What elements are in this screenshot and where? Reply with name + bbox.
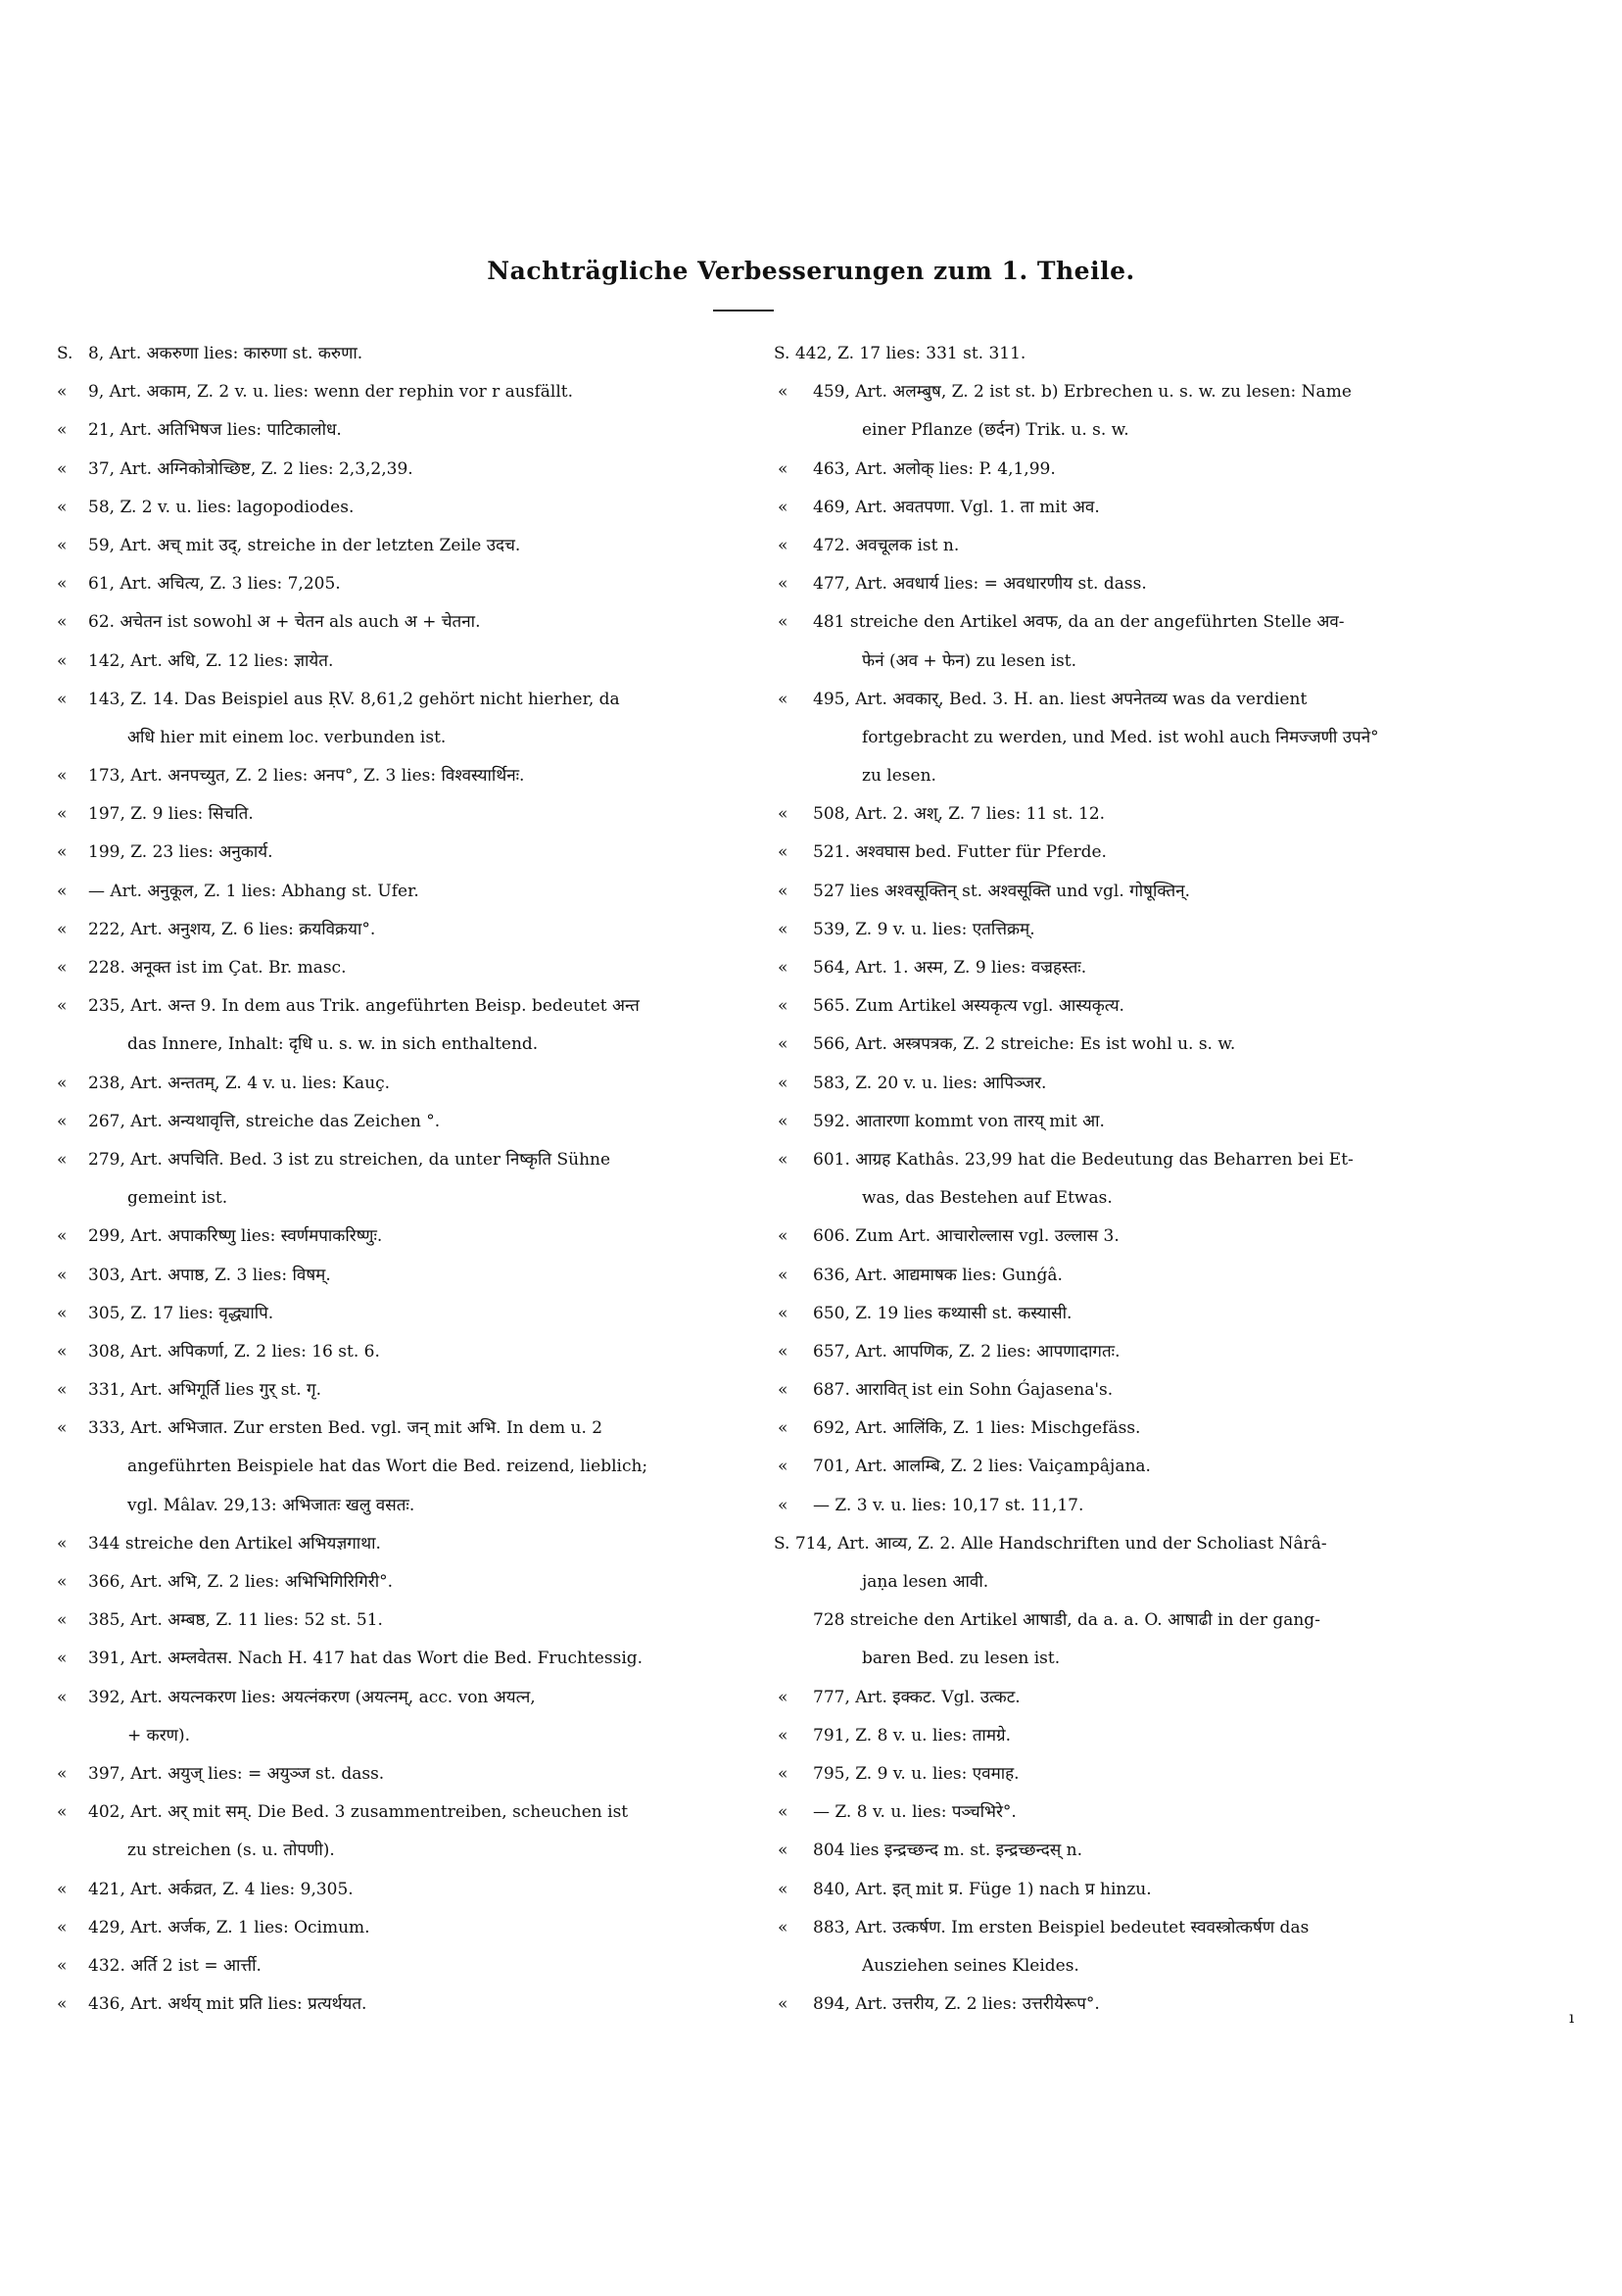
correction-line	[57, 1141, 733, 1179]
correction-text: baren Bed. zu lesen ist.	[862, 1649, 1061, 1669]
correction-text: 61, Art. अचित्य, Z. 3 lies: 7,205.	[88, 574, 341, 595]
correction-line	[57, 873, 733, 911]
correction-text: 650, Z. 19 lies कथ्यासी st. कस्यासी.	[813, 1303, 1073, 1323]
correction-text: 636, Art. आद्यमाषक lies: Gunǵâ.	[813, 1265, 1063, 1285]
ditto-mark: «	[778, 1380, 788, 1401]
ditto-mark: «	[57, 1073, 68, 1093]
ditto-mark: «	[57, 458, 68, 479]
correction-text: 344 streiche den Artikel अभियज्ञगाथा.	[88, 1533, 381, 1554]
correction-text: 21, Art. अतिभिषज lies: पाटिकालोध.	[88, 420, 342, 441]
correction-line	[57, 1410, 733, 1448]
correction-line	[766, 1909, 1452, 1947]
correction-line	[766, 1525, 1452, 1563]
correction-text: 692, Art. आलिंकि, Z. 1 lies: Mischgefäss.	[813, 1418, 1141, 1439]
correction-text: 62. अचेतन ist sowohl अ + चेतन als auch अ + चेतना.	[88, 612, 481, 633]
correction-line	[57, 1218, 733, 1256]
ditto-mark: «	[57, 1687, 68, 1707]
ditto-mark: «	[778, 1111, 788, 1131]
correction-text: 657, Art. आपणिक, Z. 2 lies: आपणादागतः.	[813, 1341, 1121, 1362]
ditto-mark: «	[778, 1687, 788, 1707]
ditto-mark: «	[778, 1341, 788, 1362]
correction-text: gemeint ist.	[127, 1188, 228, 1209]
correction-text: 436, Art. अर्थय् mit प्रति lies: प्रत्यर्थयत.	[88, 1994, 367, 2015]
correction-line	[57, 911, 733, 949]
ditto-mark: «	[778, 535, 788, 555]
correction-text: 59, Art. अच् mit उद्, streiche in der letzten Zeile उदच.	[88, 535, 521, 555]
correction-line	[766, 795, 1452, 834]
correction-line	[57, 411, 733, 450]
correction-text: 566, Art. अस्त्रपत्रक, Z. 2 streiche: Es ist wohl u. s. w.	[813, 1034, 1236, 1055]
correction-text: zu streichen (s. u. तोपणी).	[127, 1841, 335, 1861]
correction-line	[57, 1525, 733, 1563]
correction-text: 481 streiche den Artikel अवफ, da an der angeführten Stelle अव-	[813, 612, 1345, 633]
ditto-mark: «	[778, 1265, 788, 1285]
ditto-mark: «	[57, 1917, 68, 1937]
title-rule	[713, 310, 774, 311]
correction-line	[57, 834, 733, 872]
correction-line	[57, 757, 733, 795]
correction-text: 564, Art. 1. अस्म, Z. 9 lies: वज्रहस्तः.	[813, 958, 1087, 978]
correction-line	[57, 1179, 733, 1218]
correction-text: 508, Art. 2. अश्, Z. 7 lies: 11 st. 12.	[813, 804, 1106, 825]
correction-line	[57, 1371, 733, 1410]
correction-line	[766, 757, 1452, 795]
page-title: Nachträgliche Verbesserungen zum 1. Theile.	[487, 257, 1135, 285]
correction-line	[766, 949, 1452, 987]
correction-line	[57, 1103, 733, 1141]
ditto-mark: «	[57, 382, 68, 403]
ditto-mark: «	[57, 1265, 68, 1285]
correction-text: 565. Zum Artikel अस्यकृत्य vgl. आस्यकृत्य.	[813, 996, 1124, 1017]
ditto-mark: «	[778, 497, 788, 517]
correction-line	[766, 1295, 1452, 1333]
correction-line	[766, 603, 1452, 642]
correction-line	[57, 1295, 733, 1333]
correction-text: 840, Art. इत् mit प्र. Füge 1) nach प्र hinzu.	[813, 1879, 1152, 1899]
correction-line	[57, 1947, 733, 1985]
correction-text: अधि hier mit einem loc. verbunden ist.	[127, 727, 447, 747]
stray-mark: ı	[1569, 2008, 1575, 2027]
ditto-mark: «	[778, 1802, 788, 1823]
ditto-mark: «	[778, 1457, 788, 1477]
correction-line	[57, 795, 733, 834]
ditto-mark: «	[57, 612, 68, 633]
correction-line	[766, 373, 1452, 411]
correction-text: 173, Art. अनपच्युत, Z. 2 lies: अनप°, Z. 3 lies: विश्वस्यार्थिनः.	[88, 766, 525, 787]
ditto-mark: «	[57, 842, 68, 863]
ditto-mark: «	[57, 1802, 68, 1823]
ditto-mark: «	[778, 1073, 788, 1093]
correction-text: 421, Art. अर्कव्रत, Z. 4 lies: 9,305.	[88, 1879, 354, 1899]
ditto-mark: «	[57, 1303, 68, 1323]
ditto-mark: «	[57, 1380, 68, 1401]
ditto-mark: «	[57, 1610, 68, 1631]
correction-text: 477, Art. अवधार्य lies: = अवधारणीय st. dass.	[813, 574, 1147, 595]
correction-text: — Z. 3 v. u. lies: 10,17 st. 11,17.	[813, 1495, 1084, 1515]
correction-text: 299, Art. अपाकरिष्णु lies: स्वर्णमपाकरिष्णुः.	[88, 1226, 383, 1247]
ditto-mark: «	[57, 497, 68, 517]
correction-text: 469, Art. अवतपणा. Vgl. 1. ता mit अव.	[813, 497, 1100, 517]
correction-line	[57, 603, 733, 642]
ditto-mark: «	[57, 420, 68, 441]
correction-line	[766, 1947, 1452, 1985]
correction-text: + करण).	[127, 1725, 190, 1746]
correction-line	[57, 1026, 733, 1064]
correction-text: 601. आग्रह Kathâs. 23,99 hat die Bedeutung das Beharren bei Et-	[813, 1149, 1354, 1170]
correction-line	[57, 1679, 733, 1717]
correction-line	[766, 565, 1452, 603]
ditto-mark: «	[778, 574, 788, 595]
ditto-mark: «	[57, 1226, 68, 1247]
correction-text: 9, Art. अकाम, Z. 2 v. u. lies: wenn der rephin vor r ausfällt.	[88, 382, 574, 403]
correction-line	[766, 1602, 1452, 1640]
ditto-mark: «	[778, 958, 788, 978]
correction-text: 397, Art. अयुज् lies: = अयुञ्ज st. dass.	[88, 1763, 385, 1784]
correction-line	[766, 335, 1452, 373]
correction-line	[57, 1717, 733, 1755]
correction-line	[766, 1371, 1452, 1410]
correction-line	[766, 719, 1452, 757]
ditto-mark: «	[57, 1649, 68, 1669]
correction-line	[766, 873, 1452, 911]
correction-line	[766, 1985, 1452, 2024]
ditto-mark: «	[778, 1879, 788, 1899]
correction-line	[57, 1065, 733, 1103]
correction-text: 472. अवचूलक ist n.	[813, 535, 960, 555]
correction-text: 143, Z. 14. Das Beispiel aus ṚV. 8,61,2 gehört nicht hierher, da	[88, 689, 620, 709]
ditto-mark: «	[57, 1955, 68, 1976]
correction-text: jaṇa lesen आवी.	[862, 1572, 989, 1592]
ditto-mark: «	[778, 1418, 788, 1439]
correction-line	[766, 1679, 1452, 1717]
correction-line	[57, 1755, 733, 1794]
ditto-mark: «	[57, 996, 68, 1017]
correction-text: S. 442, Z. 17 lies: 331 st. 311.	[774, 344, 1026, 363]
correction-line	[766, 911, 1452, 949]
correction-text: angeführten Beispiele hat das Wort die Bed. reizend, lieblich;	[127, 1457, 648, 1477]
correction-line	[766, 1871, 1452, 1909]
correction-text: 238, Art. अन्ततम्, Z. 4 v. u. lies: Kauç.	[88, 1073, 391, 1093]
ditto-mark: «	[778, 612, 788, 633]
correction-line	[766, 1448, 1452, 1486]
correction-line	[766, 1218, 1452, 1256]
correction-line	[57, 1832, 733, 1870]
correction-line	[766, 1410, 1452, 1448]
correction-line	[766, 1717, 1452, 1755]
correction-line	[57, 1487, 733, 1525]
correction-text: 795, Z. 9 v. u. lies: एवमाह.	[813, 1763, 1020, 1784]
correction-line	[57, 1602, 733, 1640]
correction-text: 222, Art. अनुशय, Z. 6 lies: क्रयविक्रया°.	[88, 919, 376, 939]
correction-text: 592. आतारणा kommt von तारय् mit आ.	[813, 1111, 1105, 1131]
ditto-mark: «	[778, 1725, 788, 1746]
correction-text: — Art. अनुकूल, Z. 1 lies: Abhang st. Ufer.	[88, 881, 419, 901]
ditto-mark: «	[778, 382, 788, 403]
ditto-mark: «	[57, 1879, 68, 1899]
correction-line	[57, 987, 733, 1026]
correction-text: das Innere, Inhalt: दृधि u. s. w. in sich enthaltend.	[127, 1034, 539, 1055]
correction-line	[766, 681, 1452, 719]
correction-text: S. 714, Art. आव्य, Z. 2. Alle Handschriften und der Scholiast Nârâ-	[774, 1533, 1327, 1554]
correction-line	[57, 719, 733, 757]
ditto-mark: «	[778, 1841, 788, 1861]
ditto-mark: «	[57, 1533, 68, 1554]
correction-line	[57, 489, 733, 527]
correction-text: 331, Art. अभिगूर्ति lies गुर् st. गृ.	[88, 1380, 322, 1401]
correction-line	[57, 451, 733, 489]
correction-line	[766, 489, 1452, 527]
correction-line	[766, 834, 1452, 872]
correction-line	[766, 1755, 1452, 1794]
correction-line	[766, 1103, 1452, 1141]
ditto-mark: «	[57, 919, 68, 939]
ditto-mark: «	[57, 766, 68, 787]
ditto-mark: «	[778, 1495, 788, 1515]
correction-line	[766, 1065, 1452, 1103]
correction-text: 539, Z. 9 v. u. lies: एतत्तिक्रम्.	[813, 919, 1035, 939]
correction-text: — Z. 8 v. u. lies: पञ्चभिरे°.	[813, 1802, 1017, 1823]
correction-text: 235, Art. अन्त 9. In dem aus Trik. angeführten Beisp. bedeutet अन्त	[88, 996, 640, 1017]
correction-line	[766, 411, 1452, 450]
correction-text: 429, Art. अर्जक, Z. 1 lies: Ocimum.	[88, 1917, 370, 1937]
correction-line	[766, 1026, 1452, 1064]
correction-text: 392, Art. अयत्नकरण lies: अयत्नंकरण (अयत्नम्, acc. von अयत्न,	[88, 1687, 536, 1707]
ditto-mark: «	[57, 650, 68, 671]
correction-text: 199, Z. 23 lies: अनुकार्य.	[88, 842, 273, 863]
correction-text: 303, Art. अपाष्ठ, Z. 3 lies: विषम्.	[88, 1265, 331, 1285]
correction-line	[766, 1179, 1452, 1218]
correction-line	[766, 1563, 1452, 1602]
correction-text: 463, Art. अलोक् lies: P. 4,1,99.	[813, 458, 1056, 479]
ditto-mark: «	[778, 1994, 788, 2015]
ditto-mark: «	[57, 1111, 68, 1131]
ditto-mark: «	[778, 1303, 788, 1323]
correction-text: 495, Art. अवकार्, Bed. 3. H. an. liest अपनेतव्य was da verdient	[813, 689, 1308, 709]
ditto-mark: «	[57, 1341, 68, 1362]
correction-line	[57, 681, 733, 719]
correction-line	[57, 1909, 733, 1947]
correction-text: 308, Art. अपिकर्णा, Z. 2 lies: 16 st. 6.	[88, 1341, 380, 1362]
correction-text: 687. आरावित् ist ein Sohn Ǵajasena's.	[813, 1380, 1114, 1401]
correction-line	[57, 1333, 733, 1371]
correction-text: 883, Art. उत्कर्षण. Im ersten Beispiel bedeutet स्ववस्त्रोत्कर्षण das	[813, 1917, 1310, 1937]
correction-text: 8, Art. अकरुणा lies: कारुणा st. करुणा.	[88, 344, 363, 363]
correction-text: Ausziehen seines Kleides.	[862, 1955, 1079, 1976]
correction-text: 279, Art. अपचिति. Bed. 3 ist zu streichen, da unter निष्कृति Sühne	[88, 1149, 611, 1170]
ditto-mark: S.	[57, 344, 73, 363]
right-column	[766, 335, 1452, 2024]
correction-text: 583, Z. 20 v. u. lies: आपिञ्जर.	[813, 1073, 1047, 1093]
ditto-mark: «	[57, 1763, 68, 1784]
correction-text: 894, Art. उत्तरीय, Z. 2 lies: उत्तरीयेरूप°.	[813, 1994, 1100, 2015]
correction-text: 305, Z. 17 lies: वृद्ध्यापि.	[88, 1303, 274, 1323]
ditto-mark: «	[57, 958, 68, 978]
ditto-mark: «	[778, 996, 788, 1017]
correction-text: 527 lies अश्वसूक्तिन् st. अश्वसूक्ति und vgl. गोषूक्तिन्.	[813, 881, 1191, 901]
correction-text: 728 streiche den Artikel आषाडी, da a. a. O. आषाढी in der gang-	[813, 1610, 1320, 1631]
ditto-mark: «	[778, 1763, 788, 1784]
correction-text: फेनं (अव + फेन) zu lesen ist.	[862, 650, 1076, 671]
correction-text: 521. अश्वघास bed. Futter für Pferde.	[813, 842, 1107, 863]
correction-line	[57, 949, 733, 987]
correction-line	[57, 1794, 733, 1832]
ditto-mark: «	[57, 1994, 68, 2015]
correction-text: 333, Art. अभिजात. Zur ersten Bed. vgl. जन् mit अभि. In dem u. 2	[88, 1418, 603, 1439]
correction-text: 606. Zum Art. आचारोल्लास vgl. उल्लास 3.	[813, 1226, 1120, 1247]
correction-text: was, das Bestehen auf Etwas.	[862, 1188, 1113, 1209]
correction-text: 197, Z. 9 lies: सिचति.	[88, 804, 254, 825]
ditto-mark: «	[57, 689, 68, 709]
correction-text: 459, Art. अलम्बुष, Z. 2 ist st. b) Erbrechen u. s. w. zu lesen: Name	[813, 382, 1352, 403]
ditto-mark: «	[778, 881, 788, 901]
correction-line	[57, 527, 733, 565]
correction-text: 804 lies इन्द्रच्छन्द m. st. इन्द्रच्छन्दस् n.	[813, 1841, 1083, 1861]
correction-line	[766, 643, 1452, 681]
ditto-mark: «	[57, 535, 68, 555]
correction-text: fortgebracht zu werden, und Med. ist wohl auch निमज्जणी उपने°	[862, 727, 1379, 747]
correction-text: 366, Art. अभि, Z. 2 lies: अभिभिगिरिगिरी°.	[88, 1572, 394, 1592]
correction-line	[766, 1487, 1452, 1525]
correction-line	[766, 1333, 1452, 1371]
correction-text: 432. अर्ति 2 ist = आर्त्ती.	[88, 1955, 262, 1976]
correction-text: 791, Z. 8 v. u. lies: तामग्रे.	[813, 1725, 1011, 1746]
correction-text: zu lesen.	[862, 766, 936, 787]
correction-line	[57, 335, 733, 373]
ditto-mark: «	[778, 919, 788, 939]
correction-line	[766, 1794, 1452, 1832]
ditto-mark: «	[778, 1917, 788, 1937]
correction-text: 385, Art. अम्बष्ठ, Z. 11 lies: 52 st. 51.	[88, 1610, 383, 1631]
correction-line	[57, 565, 733, 603]
ditto-mark: «	[57, 1149, 68, 1170]
ditto-mark: «	[57, 1418, 68, 1439]
ditto-mark: «	[778, 804, 788, 825]
ditto-mark: «	[57, 574, 68, 595]
correction-line	[57, 373, 733, 411]
correction-line	[57, 643, 733, 681]
correction-line	[766, 1257, 1452, 1295]
correction-text: 701, Art. आलम्बि, Z. 2 lies: Vaiçampâjana.	[813, 1457, 1151, 1477]
correction-text: 777, Art. इक्कट. Vgl. उत्कट.	[813, 1687, 1021, 1707]
correction-text: 58, Z. 2 v. u. lies: lagopodiodes.	[88, 497, 355, 517]
ditto-mark: «	[778, 1149, 788, 1170]
correction-line	[57, 1257, 733, 1295]
correction-line	[57, 1640, 733, 1678]
ditto-mark: «	[778, 689, 788, 709]
correction-line	[57, 1448, 733, 1486]
correction-line	[766, 1832, 1452, 1870]
correction-text: 267, Art. अन्यथावृत्ति, streiche das Zeichen °.	[88, 1111, 441, 1131]
correction-line	[57, 1871, 733, 1909]
correction-line	[766, 527, 1452, 565]
ditto-mark: «	[57, 1572, 68, 1592]
ditto-mark: «	[778, 1034, 788, 1055]
correction-text: 402, Art. अर् mit सम्. Die Bed. 3 zusammentreiben, scheuchen ist	[88, 1802, 629, 1823]
correction-line	[57, 1563, 733, 1602]
ditto-mark: «	[57, 881, 68, 901]
correction-text: 391, Art. अम्लवेतस. Nach H. 417 hat das Wort die Bed. Fruchtessig.	[88, 1649, 644, 1669]
ditto-mark: «	[778, 1226, 788, 1247]
correction-text: vgl. Mâlav. 29,13: अभिजातः खलु वसतः.	[127, 1495, 415, 1515]
correction-text: 228. अनूक्त ist im Çat. Br. masc.	[88, 958, 347, 978]
correction-line	[766, 1640, 1452, 1678]
correction-text: einer Pflanze (छर्दन) Trik. u. s. w.	[862, 420, 1129, 441]
ditto-mark: «	[57, 804, 68, 825]
ditto-mark: «	[778, 458, 788, 479]
correction-text: 37, Art. अग्निकोत्रोच्छिष्ट, Z. 2 lies: 2,3,2,39.	[88, 458, 413, 479]
left-column	[57, 335, 733, 2024]
correction-text: 142, Art. अधि, Z. 12 lies: ज्ञायेत.	[88, 650, 334, 671]
correction-line	[766, 1141, 1452, 1179]
correction-line	[57, 1985, 733, 2024]
correction-line	[766, 987, 1452, 1026]
correction-line	[766, 451, 1452, 489]
ditto-mark: «	[778, 842, 788, 863]
